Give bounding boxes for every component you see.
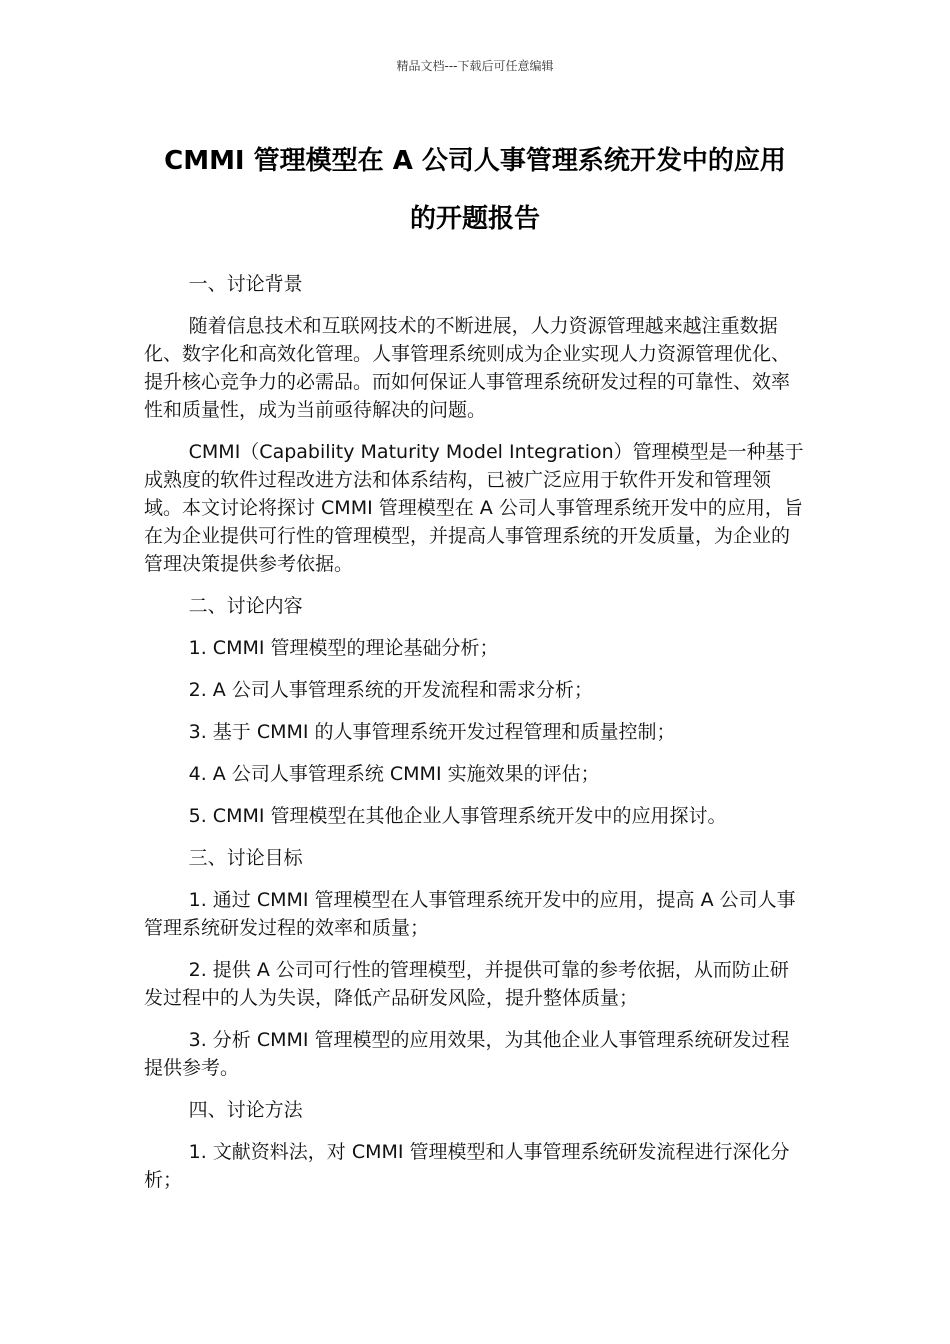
section-heading-goals: 三、讨论目标 bbox=[188, 847, 303, 869]
list-item: 1. CMMI 管理模型的理论基础分析； bbox=[188, 637, 499, 659]
section-heading-methods: 四、讨论方法 bbox=[188, 1099, 303, 1121]
method-item: 1. 文献资料法，对 CMMI 管理模型和人事管理系统研发流程进行深化分析； bbox=[144, 1141, 790, 1191]
title-line-2: 的开题报告 bbox=[409, 204, 540, 234]
goal-item: 1. 通过 CMMI 管理模型在人事管理系统开发中的应用，提高 A 公司人事管理系统研发过程的效率和质量； bbox=[144, 889, 796, 939]
goal-item: 3. 分析 CMMI 管理模型的应用效果，为其他企业人事管理系统研发过程提供参考。 bbox=[144, 1029, 790, 1079]
paragraph-background-1: 随着信息技术和互联网技术的不断进展，人力资源管理越来越注重数据化、数字化和高效化管理。人事管理系统则成为企业实现人力资源管理优化、提升核心竞争力的必需品。而如何保证人事管理系统研发过程的可靠性、效率性和质量性，成为当前亟待解决的问题。 bbox=[144, 315, 791, 421]
header-note: 精品文档---下载后可任意编辑 bbox=[396, 59, 554, 73]
section-heading-content: 二、讨论内容 bbox=[188, 595, 303, 617]
paragraph-background-2: CMMI（Capability Maturity Model Integration）管理模型是一种基于成熟度的软件过程改进方法和体系结构，已被广泛应用于软件开发和管理领域。本文讨论将探讨 CMMI 管理模型在 A 公司人事管理系统开发中的应用，旨在为企业提供可行性的管理模型，并提高人事管理系统的开发质量，为企业的管理决策提供参考依据。 bbox=[144, 441, 804, 575]
list-item: 3. 基于 CMMI 的人事管理系统开发过程管理和质量控制； bbox=[188, 721, 676, 743]
document-title bbox=[140, 132, 810, 248]
document-body bbox=[144, 270, 804, 1208]
title-line-1: CMMI 管理模型在 A 公司人事管理系统开发中的应用 bbox=[164, 146, 786, 176]
list-item: 2. A 公司人事管理系统的开发流程和需求分析； bbox=[188, 679, 593, 701]
section-heading-background: 一、讨论背景 bbox=[188, 273, 303, 295]
list-item: 4. A 公司人事管理系统 CMMI 实施效果的评估； bbox=[188, 763, 600, 785]
list-item: 5. CMMI 管理模型在其他企业人事管理系统开发中的应用探讨。 bbox=[188, 805, 727, 827]
goal-item: 2. 提供 A 公司可行性的管理模型，并提供可靠的参考依据，从而防止研发过程中的人为失误，降低产品研发风险，提升整体质量； bbox=[144, 959, 789, 1009]
